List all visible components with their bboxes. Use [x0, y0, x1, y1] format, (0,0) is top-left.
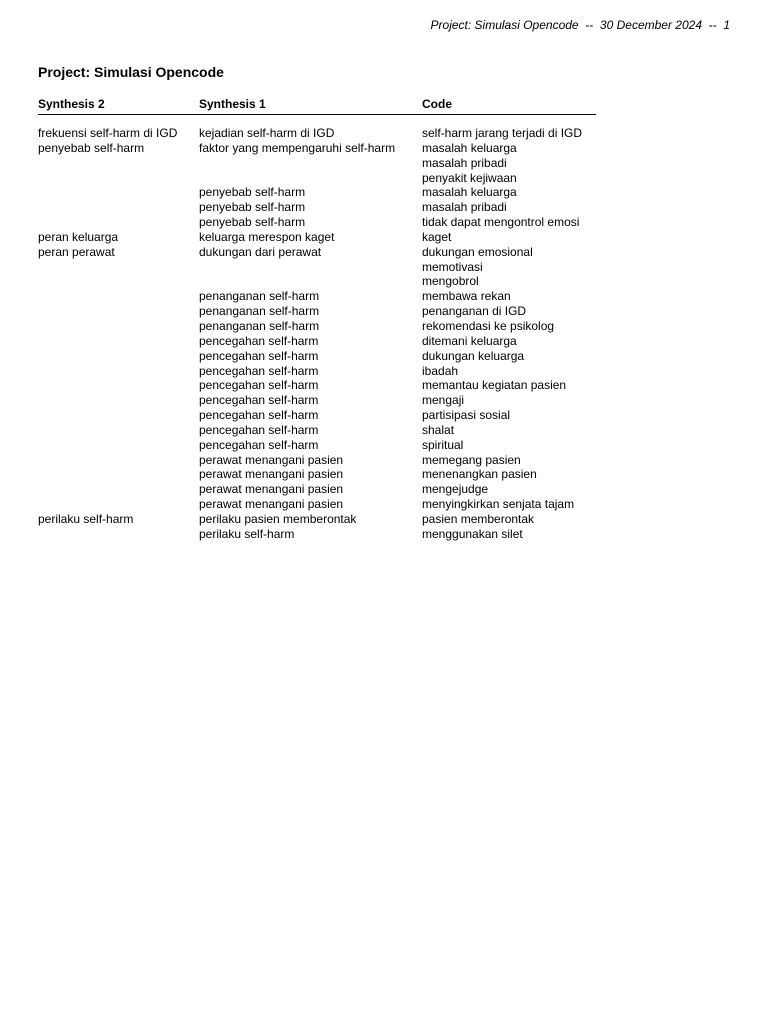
cell-synthesis-1: penyebab self-harm [199, 200, 306, 215]
table-row [38, 453, 596, 468]
cell-synthesis-1: pencegahan self-harm [199, 333, 319, 348]
cell-synthesis-1: perawat menangani pasien [199, 467, 344, 482]
table-row [38, 527, 596, 542]
table-row [38, 156, 596, 171]
report-table [38, 97, 596, 541]
cell-code: shalat [422, 422, 455, 437]
cell-code: dukungan keluarga [422, 348, 525, 363]
cell-synthesis-1: penanganan self-harm [199, 318, 320, 333]
column-header-synthesis-1: Synthesis 1 [199, 97, 266, 111]
cell-synthesis-2: frekuensi self-harm di IGD [38, 126, 178, 140]
cell-synthesis-1: dukungan dari perawat [199, 244, 322, 259]
table-row [38, 378, 596, 393]
cell-code: menenangkan pasien [422, 467, 537, 482]
cell-code: ditemani keluarga [422, 333, 517, 348]
cell-synthesis-1: pencegahan self-harm [199, 408, 319, 423]
cell-code: masalah pribadi [422, 200, 507, 215]
cell-code: rekomendasi ke psikolog [422, 318, 555, 333]
cell-synthesis-2: peran keluarga [38, 229, 119, 244]
cell-code: kaget [422, 229, 452, 244]
table-row [38, 141, 596, 156]
cell-code: mengejudge [422, 482, 489, 497]
table-row [38, 349, 596, 364]
table-row [38, 289, 596, 304]
cell-synthesis-1: pencegahan self-harm [199, 363, 319, 378]
table-row [38, 482, 596, 497]
cell-synthesis-1: penyebab self-harm [199, 215, 306, 230]
table-row [38, 215, 596, 230]
cell-code: memegang pasien [422, 452, 521, 467]
cell-code: self-harm jarang terjadi di IGD [422, 126, 583, 140]
cell-code: pasien memberontak [422, 511, 535, 526]
cell-synthesis-1: perawat menangani pasien [199, 452, 344, 467]
table-body [38, 126, 596, 542]
table-header [38, 97, 596, 115]
table-row [38, 408, 596, 423]
table-row [38, 364, 596, 379]
cell-synthesis-1: kejadian self-harm di IGD [199, 126, 335, 140]
cell-synthesis-1: pencegahan self-harm [199, 348, 319, 363]
cell-synthesis-1: perilaku self-harm [199, 526, 295, 541]
column-header-code: Code [422, 97, 452, 111]
cell-code: memantau kegiatan pasien [422, 378, 567, 393]
cell-code: masalah keluarga [422, 185, 517, 200]
cell-code: menggunakan silet [422, 526, 523, 541]
document-title: Project: Simulasi Opencode [38, 64, 224, 80]
table-row [38, 185, 596, 200]
cell-synthesis-1: penanganan self-harm [199, 289, 320, 304]
cell-synthesis-1: perawat menangani pasien [199, 497, 344, 512]
table-row [38, 230, 596, 245]
table-row [38, 467, 596, 482]
cell-synthesis-1: faktor yang mempengaruhi self-harm [199, 140, 396, 155]
table-row [38, 512, 596, 527]
cell-code: tidak dapat mengontrol emosi [422, 215, 580, 230]
cell-code: masalah pribadi [422, 155, 507, 170]
table-row [38, 274, 596, 289]
cell-synthesis-2: penyebab self-harm [38, 140, 145, 155]
table-row [38, 497, 596, 512]
table-row [38, 200, 596, 215]
cell-synthesis-1: perawat menangani pasien [199, 482, 344, 497]
cell-synthesis-1: penyebab self-harm [199, 185, 306, 200]
cell-code: partisipasi sosial [422, 408, 511, 423]
cell-synthesis-1: perilaku pasien memberontak [199, 511, 357, 526]
cell-synthesis-1: penanganan self-harm [199, 304, 320, 319]
table-row [38, 438, 596, 453]
cell-code: membawa rekan [422, 289, 511, 304]
cell-code: mengaji [422, 393, 465, 408]
cell-code: penanganan di IGD [422, 304, 527, 319]
cell-code: mengobrol [422, 274, 479, 289]
cell-synthesis-1: pencegahan self-harm [199, 437, 319, 452]
table-row [38, 126, 596, 141]
table-row [38, 319, 596, 334]
cell-synthesis-1: pencegahan self-harm [199, 422, 319, 437]
cell-synthesis-1: pencegahan self-harm [199, 393, 319, 408]
table-row [38, 245, 596, 260]
table-row [38, 423, 596, 438]
cell-code: spiritual [422, 437, 464, 452]
cell-code: dukungan emosional [422, 244, 533, 259]
cell-synthesis-1: pencegahan self-harm [199, 378, 319, 393]
column-header-synthesis-2: Synthesis 2 [38, 97, 105, 111]
table-row [38, 304, 596, 319]
cell-code: memotivasi [422, 259, 483, 274]
cell-synthesis-2: peran perawat [38, 244, 115, 259]
table-row [38, 171, 596, 186]
table-row [38, 393, 596, 408]
table-row [38, 260, 596, 275]
page-header: Project: Simulasi Opencode -- 30 December 2024 -- 1 [430, 18, 730, 32]
table-row [38, 334, 596, 349]
cell-synthesis-1: keluarga merespon kaget [199, 229, 335, 244]
cell-synthesis-2: perilaku self-harm [38, 511, 134, 526]
cell-code: penyakit kejiwaan [422, 170, 517, 185]
cell-code: menyingkirkan senjata tajam [422, 497, 575, 512]
cell-code: ibadah [422, 363, 459, 378]
cell-code: masalah keluarga [422, 140, 517, 155]
